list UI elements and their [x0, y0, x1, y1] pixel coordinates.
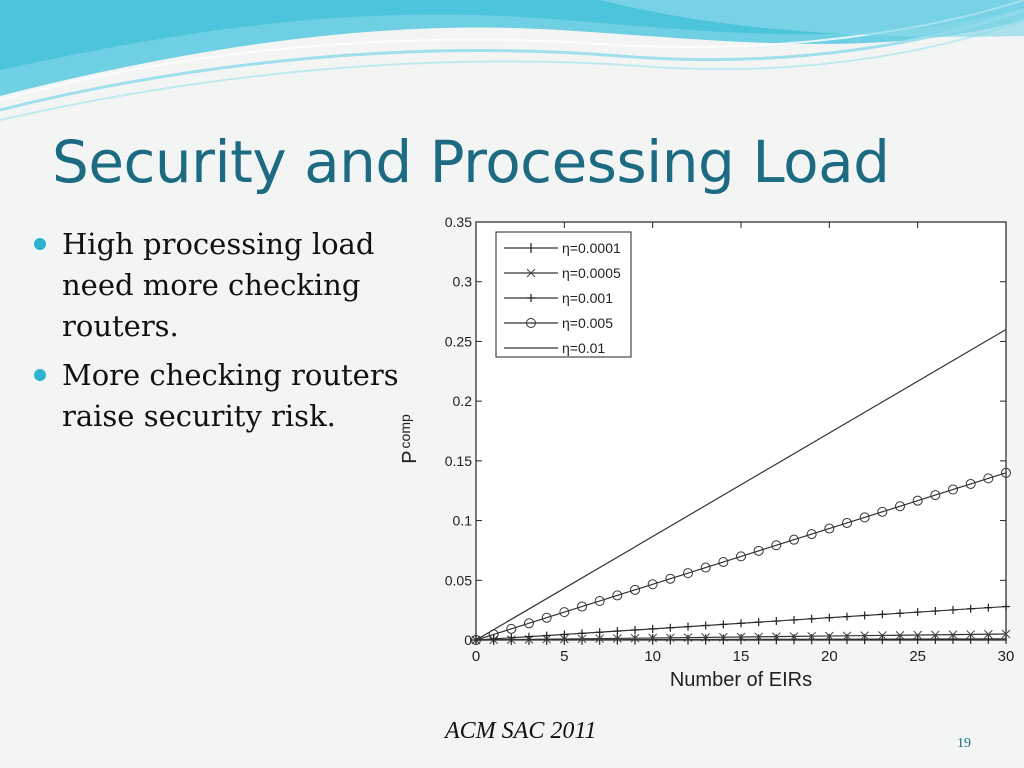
y-tick-label: 0.25	[444, 333, 472, 350]
slide-title: Security and Processing Load	[52, 128, 890, 196]
x-tick-label: 30	[997, 648, 1015, 665]
y-tick-label: 0.2	[452, 393, 472, 410]
bullet-item	[34, 224, 404, 347]
legend-label: η=0.01	[562, 340, 606, 356]
legend-label: η=0.0001	[562, 240, 621, 256]
x-tick-label: 25	[909, 648, 927, 665]
header-wave-decoration	[0, 0, 1024, 130]
y-tick-label: 0.15	[444, 452, 472, 469]
legend-label: η=0.001	[562, 290, 613, 306]
footer-text: ACM SAC 2011	[445, 718, 597, 744]
x-tick-label: 15	[732, 648, 750, 665]
x-tick-label: 10	[644, 648, 662, 665]
y-tick-label: 0.05	[444, 572, 472, 589]
bullet-icon	[34, 238, 46, 250]
legend-label: η=0.0005	[562, 265, 621, 281]
x-axis-label: Number of EIRs	[669, 669, 813, 691]
x-tick-label: 20	[820, 648, 838, 665]
chart	[396, 210, 1024, 700]
bullet-text: More checking routers raise security risk.	[62, 358, 399, 433]
bullet-icon	[34, 369, 46, 381]
x-tick-label: 5	[560, 648, 569, 665]
slide-number: 19	[957, 736, 971, 751]
y-tick-label: 0.35	[444, 214, 472, 230]
chart-svg	[396, 210, 1024, 700]
y-tick-label: 0.3	[452, 273, 472, 290]
bullet-text: High processing load need more checking routers.	[62, 227, 375, 343]
y-tick-label: 0	[464, 632, 472, 648]
y-axis-label: $P^{comp}$	[397, 414, 421, 464]
bullet-list	[34, 224, 404, 445]
bullet-item	[34, 355, 404, 437]
x-tick-label: 0	[471, 648, 481, 665]
legend-label: η=0.005	[562, 315, 613, 331]
y-tick-label: 0.1	[452, 512, 472, 529]
